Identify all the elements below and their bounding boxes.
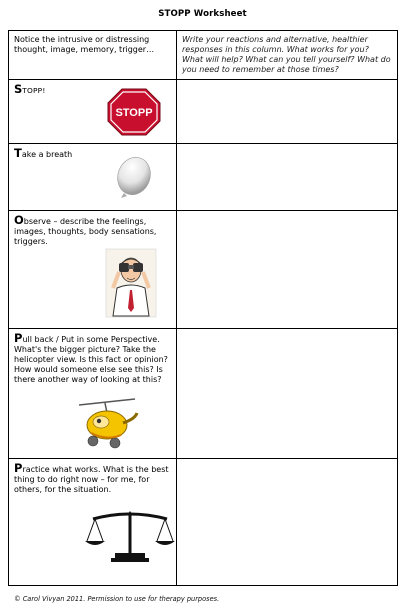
row-take-breath (9, 144, 398, 211)
header-left-cell: Notice the intrusive or distressing thought, image, memory, trigger… (9, 31, 177, 80)
row-stop (9, 80, 398, 144)
man-with-binoculars-icon (105, 248, 157, 318)
header-row (9, 31, 398, 80)
row-practice-text: ractice what works. What is the best thing to do right now – for me, for others, for the situation. (14, 465, 169, 494)
scales-icon (85, 505, 175, 563)
balloon-icon (112, 154, 154, 204)
helicopter-icon (77, 391, 139, 453)
header-right-cell[interactable]: Write your reactions and alternative, healthier responses in this column. What works for you? What will help? What can you tell yourself? What do you need to remember at those times? (177, 31, 398, 80)
copyright-footer: © Carol Vivyan 2011. Permission to use for therapy purposes. (14, 595, 220, 603)
row-pull-back (9, 329, 398, 459)
row-practice-initial: P (14, 461, 23, 475)
row-observe-label-cell (9, 211, 177, 329)
row-practice-response-cell[interactable] (177, 459, 398, 586)
row-observe-text: bserve – describe the feelings, images, thoughts, body sensations, triggers. (14, 217, 157, 246)
row-take-breath-text: ake a breath (21, 150, 73, 159)
row-take-breath-response-cell[interactable] (177, 144, 398, 211)
row-pull-back-initial: P (14, 331, 23, 345)
row-stop-initial: S (14, 82, 23, 96)
row-take-breath-label-cell (9, 144, 177, 211)
row-observe-initial: O (14, 213, 24, 227)
row-pull-back-label-cell (9, 329, 177, 459)
worksheet-table (8, 30, 398, 586)
row-stop-label-cell (9, 80, 177, 144)
row-stop-text: TOPP! (22, 86, 46, 95)
row-practice-label-cell (9, 459, 177, 586)
row-practice (9, 459, 398, 586)
row-pull-back-response-cell[interactable] (177, 329, 398, 459)
row-take-breath-initial: T (14, 146, 22, 160)
row-observe (9, 211, 398, 329)
page-title: STOPP Worksheet (158, 9, 247, 19)
row-observe-response-cell[interactable] (177, 211, 398, 329)
stop-sign-text: STOPP (115, 107, 153, 119)
stop-sign-icon (106, 87, 162, 137)
row-pull-back-text: ull back / Put in some Perspective. What's the bigger picture? Take the helicopter view. Is this fact or opinion? How would someone else see this? Is there another way of looking at this? (14, 335, 168, 384)
row-stop-response-cell[interactable] (177, 80, 398, 144)
